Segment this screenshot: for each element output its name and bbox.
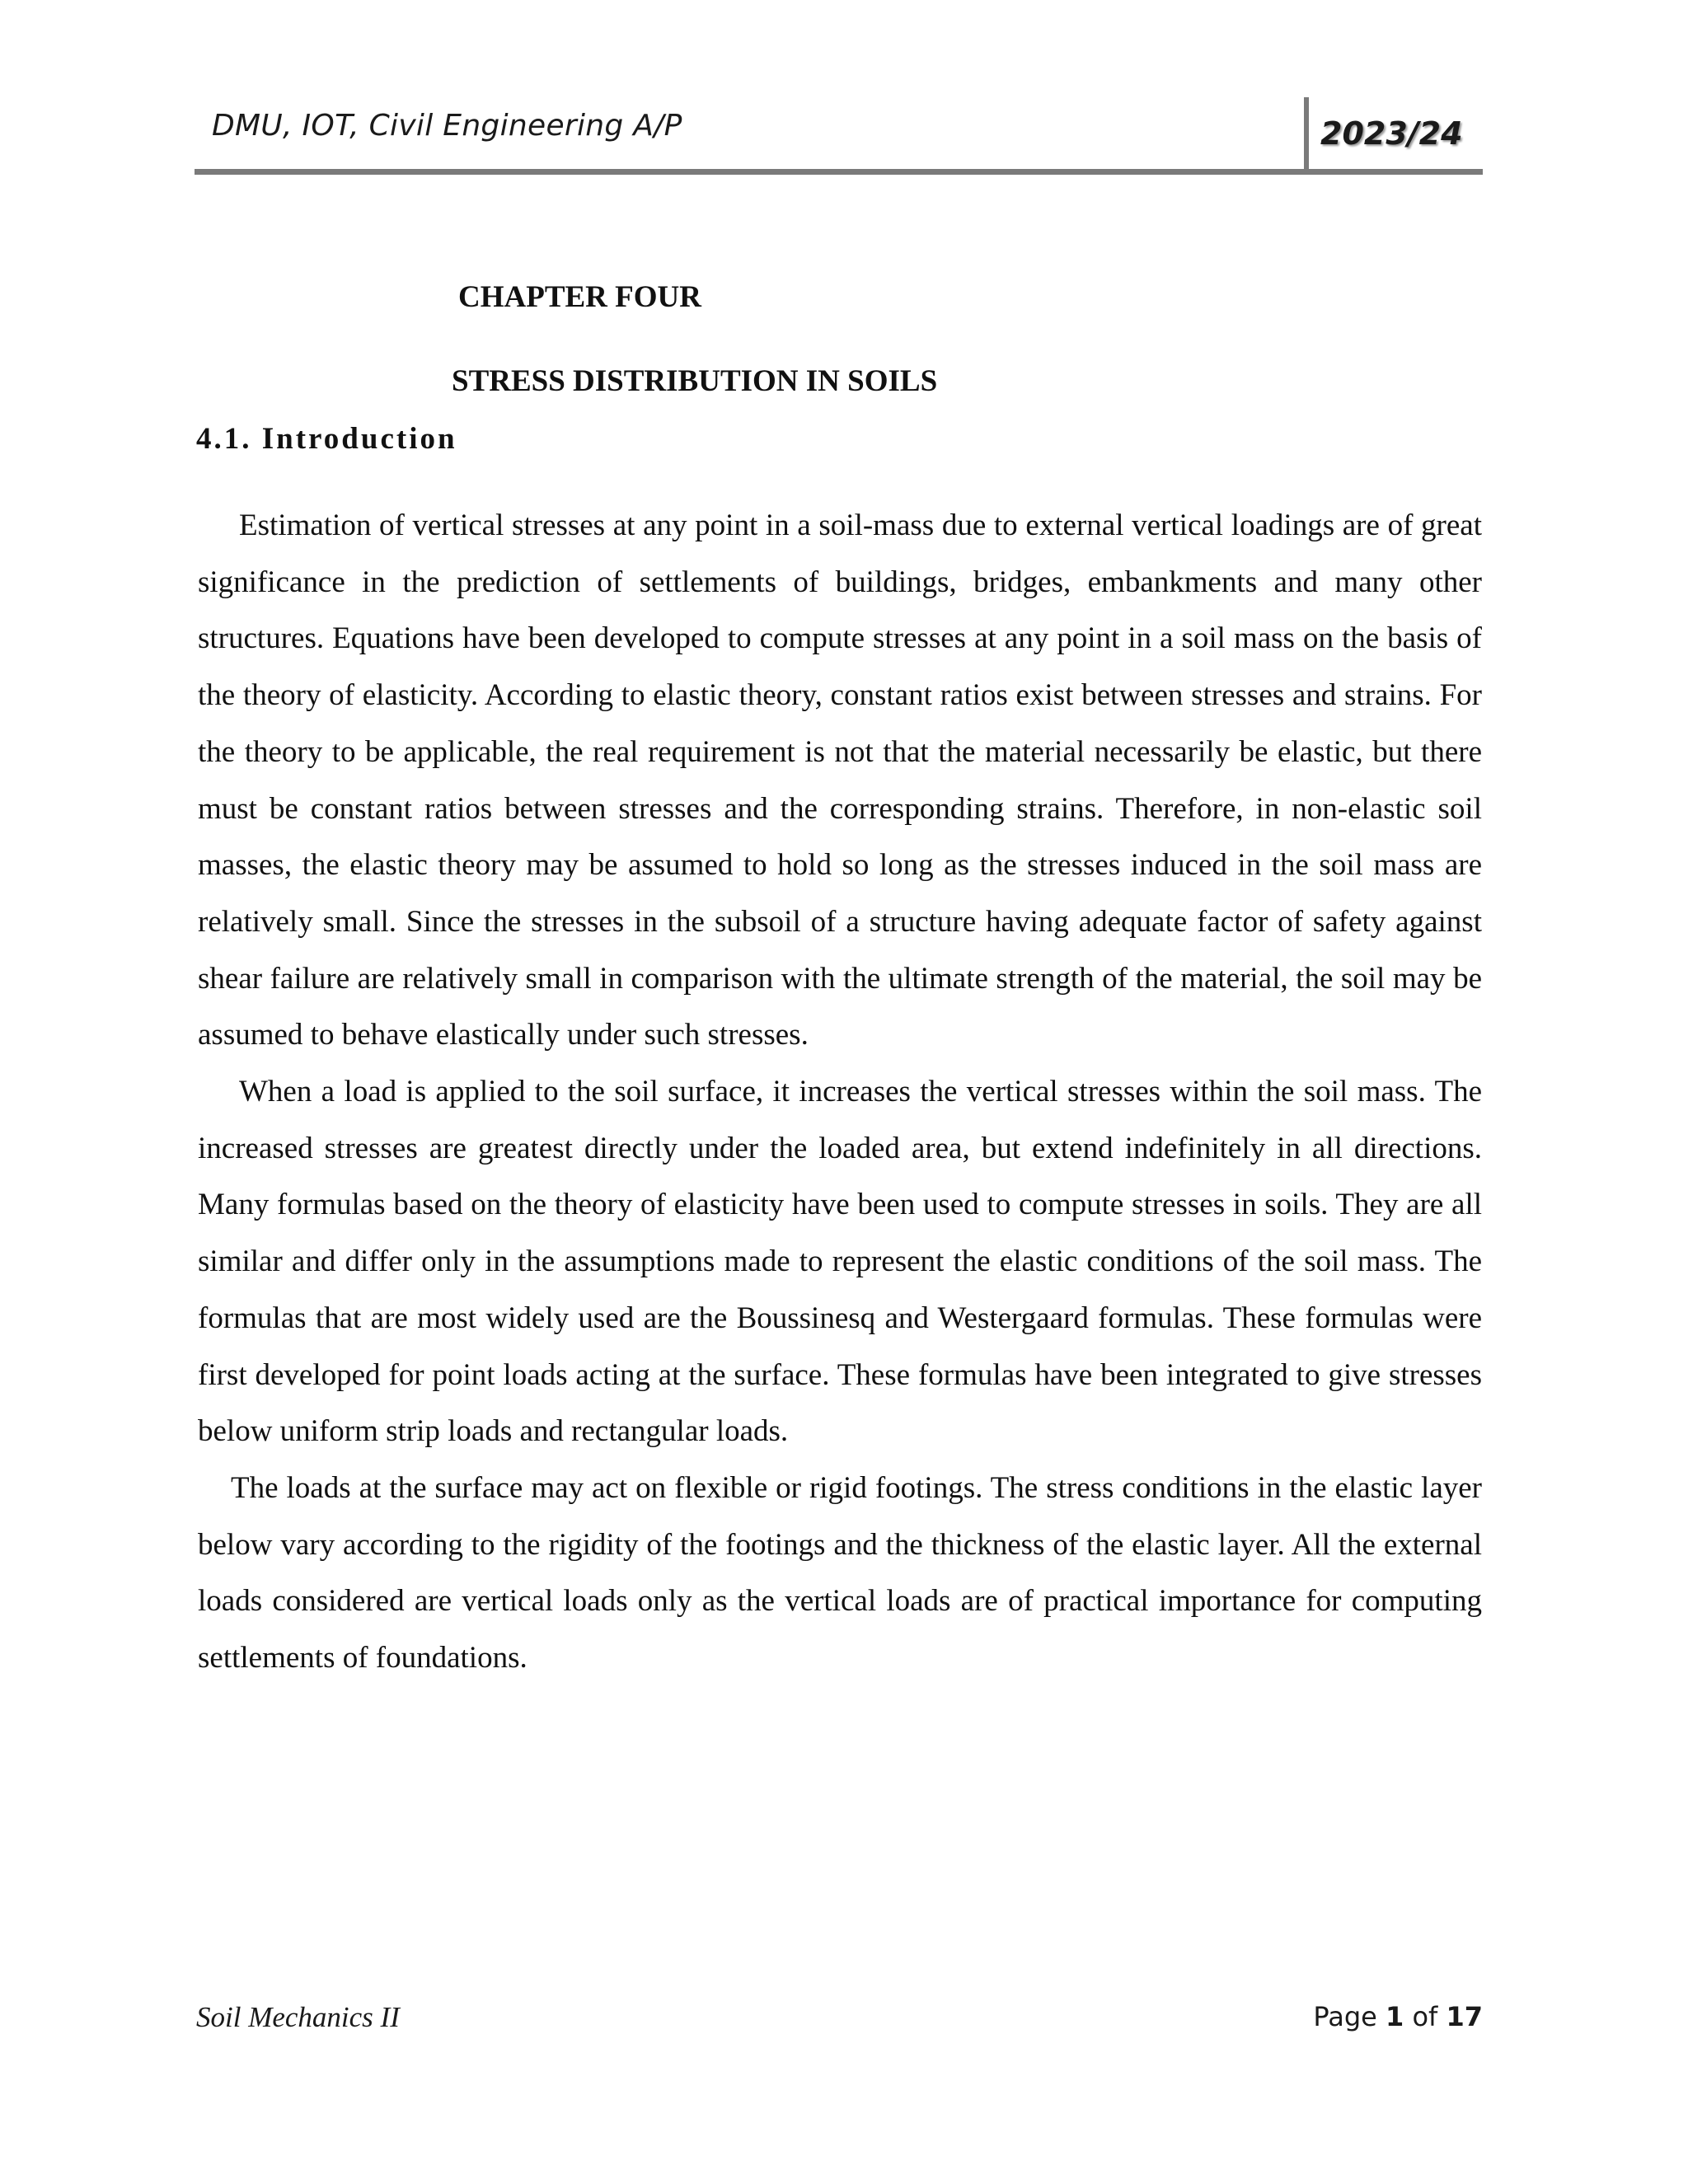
header-academic-year: 2023/24 — [1320, 115, 1463, 152]
footer-course-name: Soil Mechanics II — [196, 2001, 400, 2033]
page-total: 17 — [1446, 2001, 1483, 2032]
header-vertical-divider — [1304, 97, 1309, 173]
section-heading: 4.1. Introduction — [196, 422, 457, 456]
chapter-title: CHAPTER FOUR — [458, 280, 701, 314]
paragraph: Estimation of vertical stresses at any point in a soil-mass due to external vertical loadings are of great significance in the prediction of settlements of buildings, bridges, embankments and many other structures. Equations have been developed to compute stresses at any point in a soil mass on the basis of the theory of elasticity. According to elastic theory, constant ratios exist between stresses and strains. For the theory to be applicable, the real requirement is not that the material necessarily be elastic, but there must be constant ratios between stresses and the corresponding strains. Therefore, in non-elastic soil masses, the elastic theory may be assumed to hold so long as the stresses induced in the soil mass are relatively small. Since the stresses in the subsoil of a structure having adequate factor of safety against shear failure are relatively small in comparison with the ultimate strength of the material, the soil may be assumed to behave elastically under such stresses. — [198, 509, 1482, 1052]
page-current: 1 — [1386, 2001, 1404, 2032]
footer-page-number — [1313, 2001, 1483, 2032]
body-text — [198, 498, 1482, 1687]
page-word: Page — [1313, 2001, 1377, 2032]
paragraph: When a load is applied to the soil surface, it increases the vertical stresses within the soil mass. The increased stresses are greatest directly under the loaded area, but extend indefinitely in all directions. Many formulas based on the theory of elasticity have been used to compute stresses in soils. They are all similar and differ only in the assumptions made to represent the elastic conditions of the soil mass. The formulas that are most widely used are the Boussinesq and Westergaard formulas. These formulas were first developed for point loads acting at the surface. These formulas have been integrated to give stresses below uniform strip loads and rectangular loads. — [198, 1075, 1482, 1449]
chapter-subtitle: STRESS DISTRIBUTION IN SOILS — [452, 364, 938, 398]
paragraph: The loads at the surface may act on flexible or rigid footings. The stress conditions in the elastic layer below vary according to the rigidity of the footings and the thickness of the elastic layer. All the external loads considered are vertical loads only as the vertical loads are of practical importance for computing settlements of foundations. — [198, 1470, 1482, 1675]
page-of: of — [1412, 2001, 1438, 2032]
header-rule — [195, 169, 1483, 175]
header-institution: DMU, IOT, Civil Engineering A/P — [212, 109, 682, 143]
